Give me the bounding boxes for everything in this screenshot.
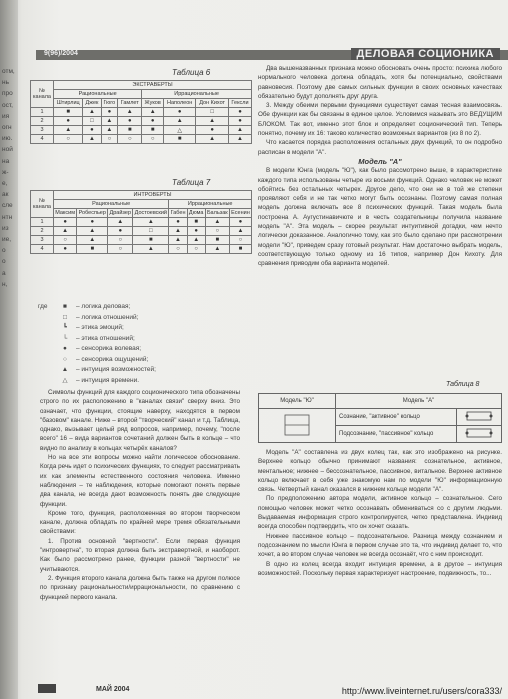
table-column-header: Гамлет [118,99,142,108]
function-symbol: ▲ [133,245,169,254]
right-paragraph: Два вышеназванных признака можно обосновать очень просто: психика любого нормального человека должна обладать, хотя бы потенциально, свойствами равновесия. Поэтому две самых сильных функции в своих основных качествах обязательно будут дополнять друг друга. [258,65,502,100]
table-corner: № канала [31,191,54,218]
section-title: ДЕЛОВАЯ СОЦИОНИКА [351,48,500,60]
function-symbol: ● [54,245,77,254]
function-symbol: ■ [142,126,164,135]
margin-word: а [2,269,6,277]
table-column-header: Наполеон [164,99,196,108]
function-symbol: ▲ [169,236,187,245]
legend-row [38,355,228,366]
left-paragraph: Символы функций для каждого соционического типа обозначены строго по их расположению в "каналах связи" сверху вниз. Это означает, что функции, стоящие наверху, находятся в первом "базовом" канале. Ниже – второй "творческий" канал и т.д. Таблица, однако, вызывает целый ряд вопросов, например, почему, "после всего" 16 – вида вариантов сочетаний должен быть в кольце – что видно по анализу в кольцах четырёх каналов? [40,389,240,452]
margin-word: ной [2,146,13,154]
legend-text: – логика отношений; [76,313,139,321]
legend-symbol: ▲ [61,366,69,373]
function-symbol: ▲ [101,117,118,126]
function-symbol: ▲ [196,135,229,144]
legend-row [38,302,228,313]
function-symbol: ● [54,117,83,126]
table-subheader-irrational: Иррациональные [169,200,252,209]
table8-model-yu-header: Модель "Ю" [259,394,336,409]
table-group-header: ИНТРОВЕРТЫ [54,191,252,200]
row-number: 1 [31,218,54,227]
bottom-paragraph: В одно из колец всегда входит интуиция времени, а в другое – интуиция возможностей. Поскольку первая характеризует настроение, подвижность, то... [258,560,502,577]
table7 [30,190,252,254]
row-number: 1 [31,108,54,117]
margin-word: сле [2,202,13,210]
legend-row [38,376,228,387]
legend-symbol: △ [62,376,68,384]
table-column-header: Штирлиц [54,99,83,108]
table-column-header: Достоевский [134,210,167,216]
function-symbol: ▲ [229,135,252,144]
legend-row [38,323,228,334]
table-subheader-irrational: Иррациональные [142,90,252,99]
margin-word: нтн [2,213,13,221]
table-column-header: Габен [170,210,186,216]
function-symbol: ○ [169,245,187,254]
table-column-header: Гексли [229,99,252,108]
function-symbol: ● [164,108,196,117]
right-column-text [258,64,502,388]
table8-ring2: Подсознание, "пассивное" кольцо [336,426,457,443]
function-symbol: ▲ [54,126,83,135]
issue-number: 9(96)/2004 [44,50,78,57]
margin-word: огн [2,124,12,132]
function-symbol: ● [54,218,77,227]
table-row [31,135,252,144]
table-column-header: Дюма [188,210,204,216]
legend-text: – логика деловая; [76,303,131,310]
table-column-header: Робеспьер [78,210,106,216]
margin-word: е, [2,180,8,188]
function-symbol: □ [83,117,101,126]
model-a-heading: Модель "А" [358,156,402,166]
function-symbol: ▲ [205,218,229,227]
table6-caption: Таблица 6 [172,68,211,77]
function-symbol: ■ [54,108,83,117]
legend-text: – этика эмоций; [76,324,124,331]
function-symbol: ▲ [196,117,229,126]
function-symbol: ● [142,117,164,126]
margin-word: ак [2,191,9,199]
row-number: 4 [31,245,54,254]
table8-model-a-header: Модель "А" [336,394,502,409]
table6 [30,80,252,144]
margin-word: ию. [2,135,13,143]
table-column-header: Жуков [142,99,164,108]
function-symbol: ● [83,126,101,135]
table8-yu-diagram [259,409,336,443]
function-symbol: ▲ [118,108,142,117]
function-symbol: ▲ [229,227,251,236]
table-row [31,218,252,227]
margin-word: нь [2,79,9,87]
table8-caption: Таблица 8 [446,381,480,388]
model-paragraph: В модели Юнга (модель "Ю"), как было рассмотрено выше, в характеристике каждого типа использованы четыре из восьми функций. Однако человек не может обойтись без остальных четырех. Другое дело, что они не в той же степени проявляют себя и не так четко могут быть осознаны. Поэтому самая полная модель должна включать все 8 психических функций. Такая модель была построена А. Аугустинавичюте и в честь создательницы получила название модель "А". Эта модель – скорее результат интуитивной догадки, чем нечто логически доказанное. Аналогично тому, как это было сделано при рассмотрении модели "Ю", приведем сразу готовый результат. Нам достаточно выбрать модель, соответствующую только одному из 16 типов, например Дон Кихоту. Для сравнения приводим оба варианта моделей. [258,167,502,268]
function-symbol: ▲ [54,227,77,236]
bottom-paragraph: По предположению автора модели, активное кольцо – сознательное. Сего помощью человек может четко осознавать обмениваться со с другим людьми. Выдаваемая информация строго контролируется, четко представлена. Индивид всегда способен подтвердить, что он хочет сказать. [258,495,502,531]
page-number-block [38,684,56,693]
table-column-header: Драйзер [109,210,132,216]
table8-ring1: Сознание, "активное" кольцо [336,409,457,426]
footer-month: МАЙ 2004 [96,686,130,693]
right-paragraph: 3. Между обеими первыми функциями существует самая тесная взаимосвязь. Обе функции как бы связаны в единое целое. Условимся называть это ВЕДУЩИМ БЛОКОМ. Так вот, именно этот блок и определяет соционический тип. Теперь понятно, почему их 16: таково количество возможных вариантов (из 8 по 2). [258,102,502,138]
cut-off-margin-text [2,66,24,290]
function-symbol: ○ [229,236,251,245]
function-symbol: ▲ [77,236,108,245]
function-symbol: ▲ [83,135,101,144]
legend-symbol: ○ [63,355,67,363]
row-number: 3 [31,236,54,245]
table-subheader-rational: Рациональные [54,200,169,209]
row-number: 3 [31,126,54,135]
table-row [31,126,252,135]
table-row [31,227,252,236]
function-symbol: △ [164,126,196,135]
function-symbol: ■ [229,245,251,254]
model-yu-icon [277,412,317,438]
function-symbol: ● [229,117,252,126]
function-symbol: ■ [205,236,229,245]
function-symbol: ▲ [229,126,252,135]
function-symbol: ▲ [187,236,205,245]
bottom-paragraph: Модель "А" составлена из двух колец так, как это изображено на рисунке. Верхнее кольцо обычно принимают названия: сознательное, активное, ментальное; нижнее – бессознательное, пассивное, витальное. Верхнее активное кольцо включает в себя уже знакомую нам по модели "Ю" информационную связь. Четвертый канал оказался в нижнем кольце модели "А". [258,449,502,494]
legend-row [38,344,228,355]
function-symbol: ● [101,108,118,117]
function-symbol: ○ [54,236,77,245]
margin-word: отм, [2,68,15,75]
function-symbol: ▲ [205,245,229,254]
function-symbol: ● [108,227,133,236]
function-symbol: ● [118,117,142,126]
bottom-paragraph: Нижнее пассивное кольцо – подсознательное. Разница между сознанием и подсознанием по мысли Юнга в первом случае это та, что индивид делает то, что хочет, а во втором случае человек не всегда осознаёт, что с ним происходит. [258,532,502,559]
watermark-url: http://www.liveinternet.ru/users/cora333/ [341,686,502,696]
legend-text: – этика отношений; [76,334,135,342]
function-symbol: ▲ [164,117,196,126]
function-symbol: ■ [133,236,169,245]
margin-word: про [2,90,13,98]
function-symbol: □ [133,227,169,236]
left-paragraph: Но на все эти вопросы можно найти логическое обоснование. Когда речь идет о психических функциях, то следует рассматривать их как элементы естественного состояния человека. Именно наблюдения – те наблюдения, которые помогают понять первые два канала, не всегда дают возможность понять две следующие функции. [40,454,240,508]
table-row [31,236,252,245]
function-symbol: ○ [187,245,205,254]
margin-word: ия [2,112,10,120]
function-symbol: ▲ [101,126,118,135]
function-symbol: ● [169,218,187,227]
function-symbol: ○ [108,236,133,245]
active-ring-icon [457,409,502,426]
legend-row [38,365,228,376]
legend-text: – сенсорика ощущений; [76,355,149,363]
row-number: 2 [31,117,54,126]
legend-symbol: ● [63,345,67,352]
function-symbol: ● [229,218,251,227]
function-symbol: ○ [205,227,229,236]
legend-text: – интуиция времени. [76,376,140,384]
function-symbol: ○ [108,245,133,254]
function-symbol: ■ [77,245,108,254]
function-symbol: ● [229,108,252,117]
table-subheader-rational: Рациональные [54,90,142,99]
table-column-header: Бальзак [206,210,228,216]
legend-where: где [38,303,48,310]
margin-word: о [2,258,6,266]
margin-word: из [2,224,9,232]
function-symbol: ▲ [133,218,169,227]
margin-word: ж- [2,168,9,176]
function-symbol: □ [196,108,229,117]
table-column-header: Гюго [101,99,118,108]
function-symbol: ▲ [142,108,164,117]
bottom-right-text [258,448,502,684]
margin-word: н, [2,280,8,288]
row-number: 2 [31,227,54,236]
table-column-header: Джек [83,99,101,108]
left-column-text [40,388,240,678]
table7-caption: Таблица 7 [172,178,211,187]
table-column-header: Максим [55,210,76,216]
function-symbol: ○ [101,135,118,144]
function-symbol: ▲ [169,227,187,236]
legend-symbol: □ [63,313,67,321]
function-symbol: ● [77,218,108,227]
left-paragraph: 2. Функция второго канала должна быть также на другом полюсе по признаку рациональности/иррациональности, по сравнению с функцией первого канала. [40,574,240,601]
function-symbol: ■ [187,218,205,227]
table-group-header: ЭКСТРАВЕРТЫ [54,81,252,90]
function-symbol: ● [187,227,205,236]
left-paragraph: Кроме того, функция, расположенная во втором творческом канале, должна обладать по крайней мере тремя обязательными свойствами: [40,509,240,536]
legend-row [38,313,228,324]
table8 [258,393,502,443]
function-symbol: ▲ [77,227,108,236]
function-symbol: ■ [118,126,142,135]
passive-ring-icon [457,426,502,443]
margin-word: ост, [2,101,13,109]
legend-symbol: ┗ [63,324,67,331]
function-symbol: ▲ [83,108,101,117]
function-symbol: ● [196,126,229,135]
legend-row [38,334,228,345]
legend-symbol: └ [62,334,68,342]
table-row [31,117,252,126]
row-number: 4 [31,135,54,144]
table-row [31,245,252,254]
margin-word: ие, [2,236,12,244]
legend-symbol: ■ [63,303,67,310]
margin-word: на [2,157,10,165]
table-corner: № канала [31,81,54,108]
margin-word: о [2,247,6,255]
left-paragraph: 1. Против основной "вертности". Если первая функция "интровертна", то вторая должна быть экстравертной, и наоборот. Как было рассмотрено ранее, функции разной "вертности" не учитываются. [40,537,240,573]
function-symbol: ○ [54,135,83,144]
function-symbol: ○ [118,135,142,144]
function-symbol: ▲ [108,218,133,227]
table-column-header: Есенин [231,210,250,216]
table-column-header: Дон Кихот [196,99,229,108]
legend-text: – сенсорика волевая; [76,345,142,352]
right-paragraph: Что касается порядка расположения остальных двух функций, то он подробно расписан в модели "А". [258,139,502,156]
function-symbol: ■ [164,135,196,144]
table-row [31,108,252,117]
legend-text: – интуиция возможностей; [76,366,156,373]
symbol-legend [38,302,228,386]
function-symbol: ○ [142,135,164,144]
